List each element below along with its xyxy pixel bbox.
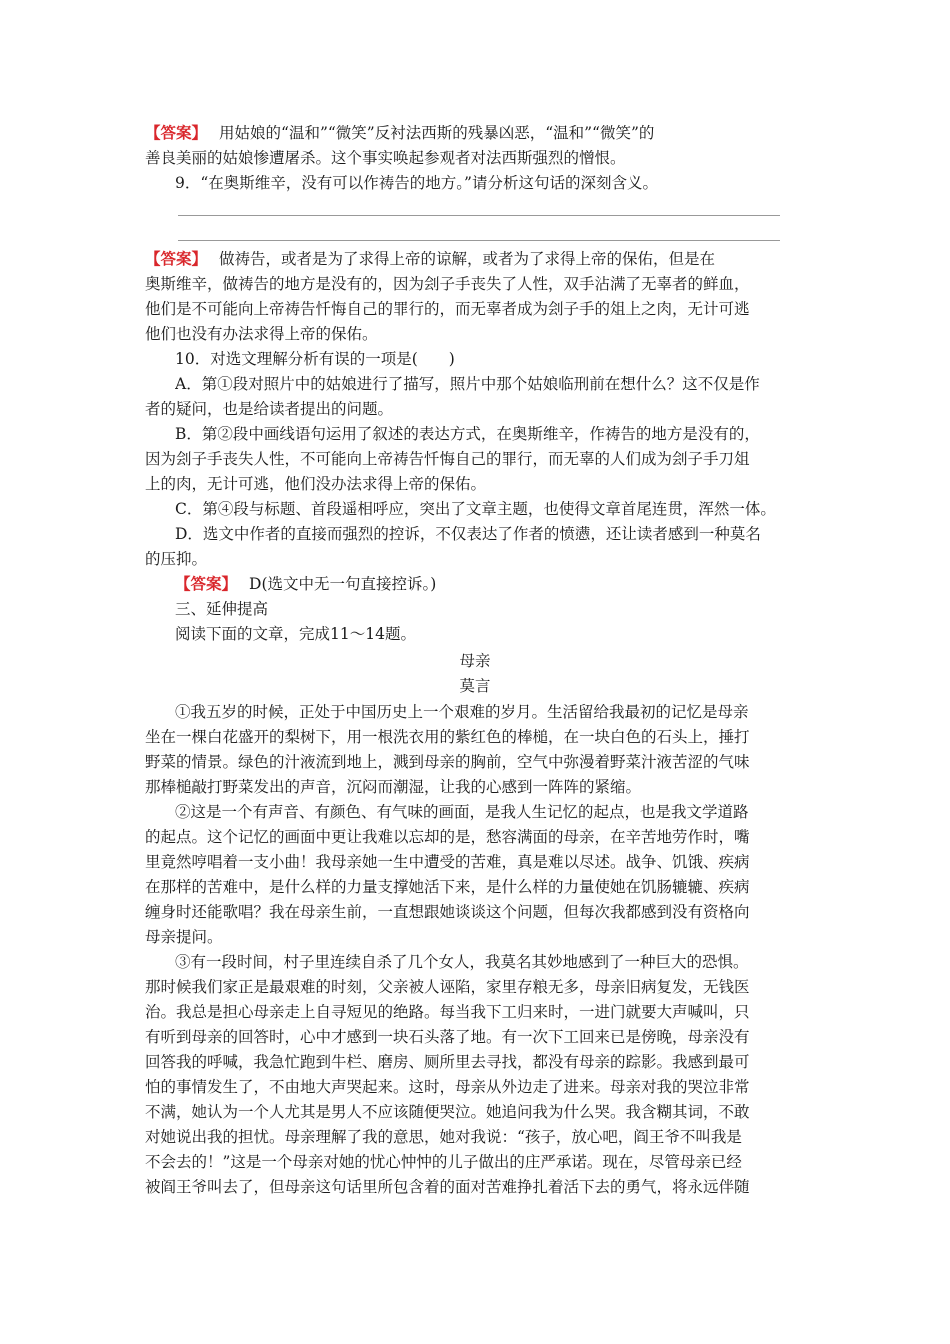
para3-line-5: 回答我的呼喊，我急忙跑到牛栏、磨房、厕所里去寻找，都没有母亲的踪影。我感到最可: [145, 1053, 750, 1071]
question-9: 9．“在奥斯维辛，没有可以作祷告的地方。”请分析这句话的深刻含义。: [175, 174, 658, 192]
para1-line-3: 野菜的情景。绿色的汁液流到地上，溅到母亲的胸前，空气中弥漫着野菜汁液苦涩的气味: [145, 753, 750, 771]
para3-line-4: 有听到母亲的回答时，心中才感到一块石头落了地。有一次下工回来已是傍晚，母亲没有: [145, 1028, 750, 1046]
q10-answer: 【答案】 D(选文中无一句直接控诉。): [175, 574, 437, 593]
question-10: 10．对选文理解分析有误的一项是( ): [175, 350, 455, 368]
para3-line-9: 不会去的！”这是一个母亲对她的忧心忡忡的儿子做出的庄严承诺。现在，尽管母亲已经: [145, 1153, 742, 1171]
para3-line-2: 那时候我们家正是最艰难的时刻，父亲被人诬陷，家里存粮无多，母亲旧病复发，无钱医: [145, 978, 750, 996]
answer-blank-line: [178, 240, 780, 241]
option-b-line-1: B．第②段中画线语句运用了叙述的表达方式，在奥斯维辛，作祷告的地方是没有的，: [175, 425, 760, 443]
para2-line-4: 在那样的苦难中，是什么样的力量支撑她活下来，是什么样的力量使她在饥肠辘辘、疾病: [145, 878, 750, 896]
reading-instruction: 阅读下面的文章，完成11～14题。: [175, 625, 416, 643]
q8-answer-line-2: 善良美丽的姑娘惨遭屠杀。这个事实唤起参观者对法西斯强烈的憎恨。: [145, 149, 626, 167]
section-heading: 三、延伸提高: [175, 600, 269, 618]
para1-line-2: 坐在一棵白花盛开的梨树下，用一根洗衣用的紫红色的棒槌，在一块白色的石头上，捶打: [145, 728, 750, 746]
option-a-line-2: 者的疑问，也是给读者提出的问题。: [145, 400, 394, 418]
q9-answer-line-3: 他们是不可能向上帝祷告忏悔自己的罪行的，而无辜者成为刽子手的俎上之肉，无计可逃: [145, 300, 750, 318]
q9-answer-line-2: 奥斯维辛，做祷告的地方是没有的，因为刽子手丧失了人性，双手沾满了无辜者的鲜血，: [145, 275, 750, 293]
para1-line-4: 那棒槌敲打野菜发出的声音，沉闷而潮湿，让我的心感到一阵阵的紧缩。: [145, 778, 642, 796]
q9-answer-line-4: 他们也没有办法求得上帝的保佑。: [145, 325, 378, 343]
q8-answer-line-1: 【答案】 用姑娘的“温和”“微笑”反衬法西斯的残暴凶恶，“温和”“微笑”的: [145, 123, 655, 142]
para3-line-6: 怕的事情发生了，不由地大声哭起来。这时，母亲从外边走了进来。母亲对我的哭泣非常: [145, 1078, 750, 1096]
essay-author: 莫言: [459, 677, 491, 695]
para3-line-8: 对她说出我的担忧。母亲理解了我的意思，她对我说：“孩子，放心吧，阎王爷不叫我是: [145, 1128, 742, 1146]
para3-line-10: 被阎王爷叫去了，但母亲这句话里所包含着的面对苦难挣扎着活下去的勇气，将永远伴随: [145, 1178, 750, 1196]
answer-label: 【答案】: [175, 574, 238, 593]
option-d-line-2: 的压抑。: [145, 550, 208, 568]
para2-line-6: 母亲提问。: [145, 928, 223, 946]
essay-title: 母亲: [459, 652, 491, 670]
answer-label: 【答案】: [145, 249, 208, 268]
para2-line-5: 缠身时还能歌唱？我在母亲生前，一直想跟她谈谈这个问题，但每次我都感到没有资格向: [145, 903, 750, 921]
para2-line-3: 里竟然哼唱着一支小曲！我母亲她一生中遭受的苦难，真是难以尽述。战争、饥饿、疾病: [145, 853, 750, 871]
option-d-line-1: D．选文中作者的直接而强烈的控诉，不仅表达了作者的愤懑，还让读者感到一种莫名: [175, 525, 761, 543]
option-a-line-1: A．第①段对照片中的姑娘进行了描写，照片中那个姑娘临刑前在想什么？这不仅是作: [175, 375, 760, 393]
para3-line-3: 治。我总是担心母亲走上自寻短见的绝路。每当我下工归来时，一进门就要大声喊叫，只: [145, 1003, 750, 1021]
para3-line-7: 不满，她认为一个人尤其是男人不应该随便哭泣。她追问我为什么哭。我含糊其词，不敢: [145, 1103, 750, 1121]
answer-blank-line: [178, 215, 780, 216]
q9-answer-line-1: 【答案】 做祷告，或者是为了求得上帝的谅解，或者为了求得上帝的保佑，但是在: [145, 249, 716, 268]
option-c-line-1: C．第④段与标题、首段遥相呼应，突出了文章主题，也使得文章首尾连贯，浑然一体。: [175, 500, 776, 518]
answer-label: 【答案】: [145, 123, 208, 142]
option-b-line-2: 因为刽子手丧失人性，不可能向上帝祷告忏悔自己的罪行，而无辜的人们成为刽子手刀俎: [145, 450, 750, 468]
para1-line-1: ①我五岁的时候，正处于中国历史上一个艰难的岁月。生活留给我最初的记忆是母亲: [175, 703, 749, 721]
para2-line-1: ②这是一个有声音、有颜色、有气味的画面，是我人生记忆的起点，也是我文学道路: [175, 803, 749, 821]
option-b-line-3: 上的肉，无计可逃，他们没办法求得上帝的保佑。: [145, 475, 487, 493]
para2-line-2: 的起点。这个记忆的画面中更让我难以忘却的是，愁容满面的母亲，在辛苦地劳作时，嘴: [145, 828, 750, 846]
para3-line-1: ③有一段时间，村子里连续自杀了几个女人，我莫名其妙地感到了一种巨大的恐惧。: [175, 953, 749, 971]
